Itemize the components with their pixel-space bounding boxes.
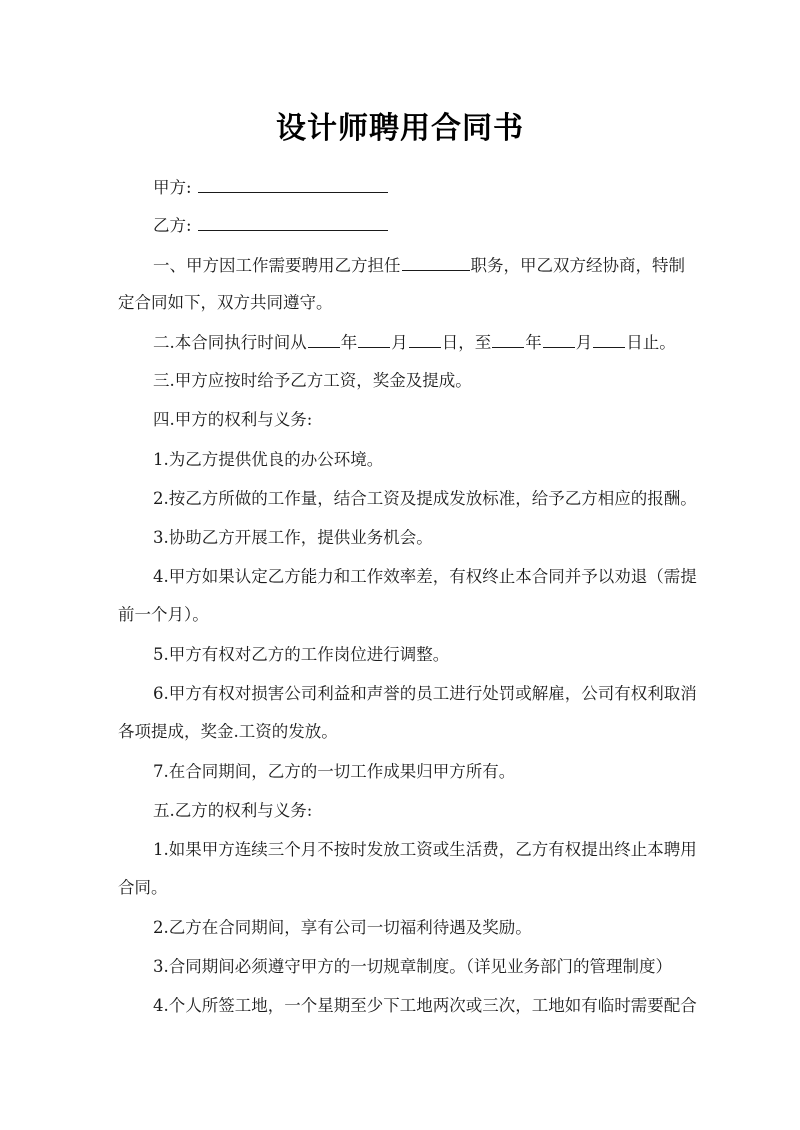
clause-2-year2: 年 [525, 333, 542, 352]
clause-1-text-b: 职务，甲乙双方经协商，特制 [470, 256, 685, 275]
start-month-blank [358, 331, 390, 348]
start-year-blank [308, 331, 340, 348]
clause-1-line-2: 定合同如下，双方共同遵守。 [118, 293, 333, 312]
clause-2-prefix: 二.本合同执行时间从 [153, 333, 307, 352]
party-b-line [153, 214, 723, 237]
section-5-item-2: 2.乙方在合同期间，享有公司一切福利待遇及奖励。 [153, 918, 532, 937]
party-a-label: 甲方: [153, 178, 192, 197]
section-4-item-1: 1.为乙方提供优良的办公环境。 [153, 450, 384, 469]
clause-2-day: 日，至 [441, 333, 492, 352]
clause-3: 三.甲方应按时给予乙方工资，奖金及提成。 [153, 371, 472, 390]
section-4-item-4-line-2: 前一个月）。 [118, 605, 209, 624]
section-4-item-5: 5.甲方有权对乙方的工作岗位进行调整。 [153, 645, 450, 664]
section-4-item-6-line-2: 各项提成，奖金.工资的发放。 [118, 722, 338, 741]
clause-1-line-1 [153, 254, 723, 277]
clause-2-month: 月 [391, 333, 408, 352]
section-5-item-1-line-2: 合同。 [118, 878, 168, 897]
party-a-blank [198, 176, 388, 193]
section-4-item-3: 3.协助乙方开展工作，提供业务机会。 [153, 528, 433, 547]
clause-2-line [153, 331, 723, 354]
clause-1-text-a: 一、甲方因工作需要聘用乙方担任 [153, 256, 401, 275]
end-day-blank [593, 331, 625, 348]
document-title: 设计师聘用合同书 [276, 111, 524, 146]
clause-2-year: 年 [340, 333, 358, 352]
section-4-item-6-line-1: 6.甲方有权对损害公司利益和声誉的员工进行处罚或解雇，公司有权利取消 [153, 684, 697, 703]
clause-2-end: 日止。 [626, 333, 676, 352]
party-a-line [153, 176, 723, 199]
clause-2-month2: 月 [575, 333, 593, 352]
end-year-blank [492, 331, 524, 348]
party-b-label: 乙方: [153, 216, 192, 235]
section-5-item-1-line-1: 1.如果甲方连续三个月不按时发放工资或生活费，乙方有权提出终止本聘用 [153, 840, 697, 859]
section-4-item-7: 7.在合同期间，乙方的一切工作成果归甲方所有。 [153, 762, 516, 781]
section-5-item-3: 3.合同期间必须遵守甲方的一切规章制度。（详见业务部门的管理制度） [153, 957, 672, 976]
section-4-item-2: 2.按乙方所做的工作量，结合工资及提成发放标准，给予乙方相应的报酬。 [153, 489, 697, 508]
end-month-blank [543, 331, 575, 348]
section-4-item-4-line-1: 4.甲方如果认定乙方能力和工作效率差，有权终止本合同并予以劝退（需提 [153, 567, 697, 586]
section-4-heading: 四.甲方的权利与义务: [153, 410, 313, 429]
start-day-blank [409, 331, 441, 348]
section-5-item-4-line-1: 4.个人所签工地，一个星期至少下工地两次或三次，工地如有临时需要配合 [153, 996, 697, 1015]
position-blank [402, 254, 470, 271]
party-b-blank [198, 214, 388, 231]
section-5-heading: 五.乙方的权利与义务: [153, 801, 313, 820]
